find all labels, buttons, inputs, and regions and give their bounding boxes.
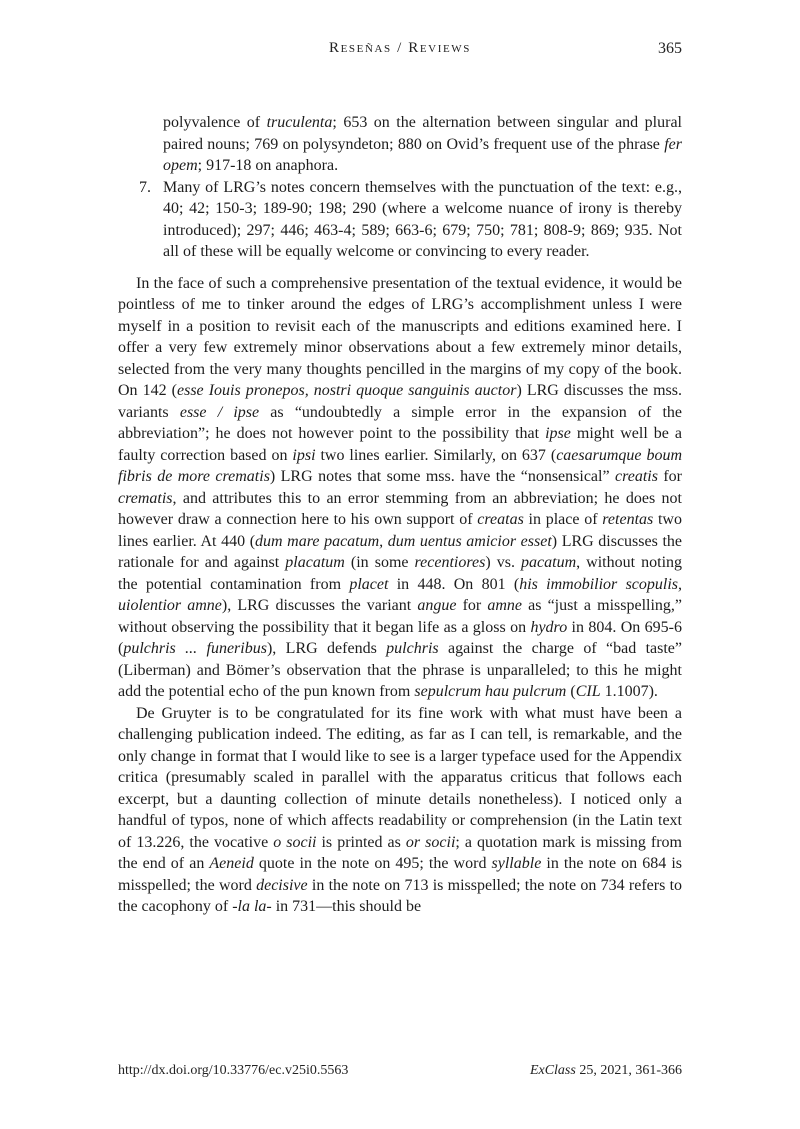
running-title: Reseñas / Reviews bbox=[329, 40, 471, 56]
paragraph-observations: In the face of such a comprehensive presentation of the textual evidence, it would be pointless of me to tinker around the edges of LRG’s accomplishment unless I were myself in a position to revisit each of the manuscripts and editions examined here. I offer a very few extremely minor observations about a few extremely minor details, selected from the very many thoughts pencilled in the margins of my copy of the book. On 142 (esse Iouis pronepos, nostri quoque sanguinis auctor) LRG discusses the mss. variants esse / ipse as “undoubtedly a simple error in the expansion of the abbreviation”; he does not however point to the possibility that ipse might well be a faulty correction based on ipsi two lines earlier. Similarly, on 637 (caesarumque boum fibris de more crematis) LRG notes that some mss. have the “nonsensical” creatis for crematis, and attributes this to an error stemming from an abbreviation; he does not however draw a connection here to his own support of creatas in place of retentas two lines earlier. At 440 (dum mare pacatum, dum uentus amicior esset) LRG discusses the rationale for and against placatum (in some recentiores) vs. pacatum, without noting the potential contamination from placet in 448. On 801 (his immobilior scopulis, uiolentior amne), LRG discusses the variant angue for amne as “just a misspelling,” without observing the possibility that it began life as a gloss on hydro in 804. On 695-6 (pulchris ... funeribus), LRG defends pulchris against the charge of “bad taste” (Liberman) and Bömer’s observation that the phrase is unparalleled; to this he might add the potential echo of the pun known from sepulcrum hau pulcrum (CIL 1.1007). bbox=[118, 274, 683, 700]
list-item-6-continuation: polyvalence of truculenta; 653 on the alternation between singular and plural paired nouns; 769 on polysyndeton; 880 on Ovid’s frequent use of the phrase fer opem; 917-18 on anaphora. bbox=[163, 114, 682, 174]
page-content bbox=[118, 112, 682, 918]
paragraph-de-gruyter: De Gruyter is to be congratulated for its fine work with what must have been a challenging publication indeed. The editing, as far as I can tell, is remarkable, and the only change in format that I would like to see is a larger typeface used for the Appendix critica (presumably scaled in parallel with the apparatus criticus that follows each excerpt, but a daunting collection of minute details nonetheless). I noticed only a handful of typos, none of which affects readability or comprehension (in the Latin text of 13.226, the vocative o socii is printed as or socii; a quotation mark is missing from the end of an Aeneid quote in the note on 495; the word syllable in the note on 684 is misspelled; the word decisive in the note on 713 is misspelled; the note on 734 refers to the cacophony of -la la- in 731—this should be bbox=[118, 704, 683, 915]
page-number: 365 bbox=[658, 40, 682, 57]
page-footer bbox=[118, 1063, 682, 1079]
body-paragraphs bbox=[118, 273, 682, 918]
page-header bbox=[118, 40, 682, 62]
list-item-7-text: Many of LRG’s notes concern themselves with the punctuation of the text: e.g., 40; 42; 150-3; 189-90; 198; 290 (where a welcome nuance of irony is thereby introduced); 297; 446; 463-4; 589; 663-6; 679; 750; 781; 808-9; 869; 935. Not all of these will be equally welcome or convincing to every reader. bbox=[163, 178, 682, 260]
numbered-list bbox=[118, 112, 682, 263]
doi-link[interactable]: http://dx.doi.org/10.33776/ec.v25i0.5563 bbox=[118, 1063, 349, 1078]
list-item-7-number: 7. bbox=[139, 178, 151, 196]
list-item-7 bbox=[139, 177, 682, 263]
journal-reference: ExClass 25, 2021, 361-366 bbox=[529, 1063, 682, 1078]
